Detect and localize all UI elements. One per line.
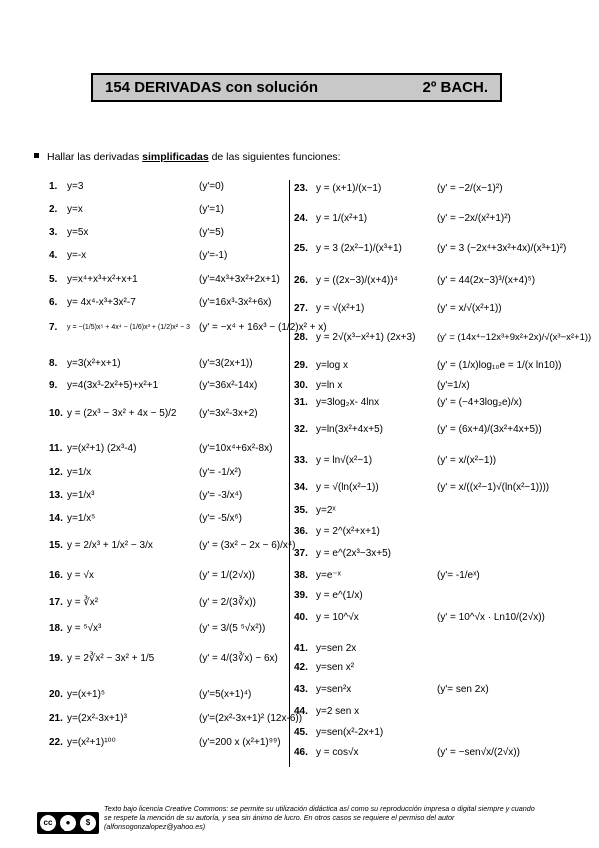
derivative-solution: (y'=10x⁴+6x²-8x) [199,443,273,454]
function-expression: y=(2x²-3x+1)³ [67,713,128,724]
exercise-number: 18. [49,623,63,634]
exercise-number: 4. [49,250,58,261]
derivative-solution: (y' = x/(x²−1)) [437,455,497,466]
creative-commons-badge [37,812,99,834]
instructions-prefix: Hallar las derivadas [47,151,143,163]
exercise-number: 8. [49,358,58,369]
derivative-solution: (y'=(2x²-3x+1)² (12x-6)) [199,713,303,724]
exercise-number: 38. [294,570,308,581]
function-expression: y=(x²+1)¹⁰⁰ [67,737,116,748]
exercise-number: 20. [49,689,63,700]
right-exercise-row [0,482,599,496]
derivative-solution: (y' = 3 (−2x⁴+3x²+4x)/(x³+1)²) [437,243,567,254]
exercise-number: 1. [49,181,58,192]
function-expression: y = 2√(x³−x²+1) (2x+3) [316,332,416,343]
right-exercise-row [0,424,599,438]
exercise-number: 7. [49,322,58,333]
function-expression: y= 4x⁴-x³+3x²-7 [67,297,136,308]
derivative-solution: (y' = 44(2x−3)³/(x+4)⁵) [437,275,536,286]
function-expression: y=2ˣ [316,505,336,516]
document-title: 154 DERIVADAS con solución [105,79,319,96]
right-exercise-row [0,706,599,720]
exercise-number: 32. [294,424,308,435]
exercise-number: 31. [294,397,308,408]
function-expression: y=x⁴+x³+x²+x+1 [67,274,138,285]
derivative-solution: (y'=36x²-14x) [199,380,258,391]
function-expression: y = 2∛x² − 3x² + 1/5 [67,653,155,664]
function-expression: y=ln(3x²+4x+5) [316,424,383,435]
derivative-solution: (y' = (1/x)log₁₀e = 1/(x ln10)) [437,360,562,371]
function-expression: y=3 [67,181,84,192]
derivative-solution: (y'=1/x) [437,380,470,391]
nc-label: NC [84,827,92,833]
function-expression: y=1/x³ [67,490,95,501]
derivative-solution: (y'=1) [199,204,224,215]
right-exercise-row [0,332,599,346]
left-exercise-row [0,227,599,241]
exercise-number: 21. [49,713,63,724]
derivative-solution: (y' = −x⁴ + 16x³ − (1/2)x² + x) [199,322,327,333]
function-expression: y = 1/(x²+1) [316,213,368,224]
function-expression: y=-x [67,250,87,261]
exercise-number: 43. [294,684,308,695]
exercise-number: 11. [49,443,63,454]
derivative-solution: (y' = −2x/(x²+1)²) [437,213,511,224]
function-expression: y = ∛x² [67,597,99,608]
exercise-number: 46. [294,747,308,758]
function-expression: y=log x [316,360,348,371]
derivative-solution: (y' = (6x+4)/(3x²+4x+5)) [437,424,542,435]
right-exercise-row [0,727,599,741]
derivative-solution: (y'= -3/x⁴) [199,490,243,501]
function-expression: y=1/x [67,467,92,478]
instructions-suffix: de las siguientes funciones: [208,151,341,163]
by-label: BY [64,827,71,833]
right-exercise-row [0,243,599,257]
function-expression: y = 3 (2x²−1)/(x³+1) [316,243,402,254]
derivative-solution: (y'= -1/x²) [199,467,242,478]
exercise-number: 6. [49,297,58,308]
right-exercise-row [0,643,599,657]
function-expression: y = ((2x−3)/(x+4))⁴ [316,275,398,286]
exercise-number: 26. [294,275,308,286]
course-label: 2º BACH. [422,79,488,96]
right-exercise-row [0,505,599,519]
by-icon: ● [60,815,76,831]
exercise-number: 42. [294,662,308,673]
exercise-number: 29. [294,360,308,371]
instructions [34,151,341,163]
function-expression: y = 2^(x²+x+1) [316,526,380,537]
right-exercise-row [0,662,599,676]
exercise-number: 3. [49,227,58,238]
function-expression: y = 10^√x [316,612,359,623]
function-expression: y = ⁵√x³ [67,623,102,634]
function-expression: y=sen x² [316,662,355,673]
right-exercise-row [0,397,599,411]
function-expression: y=x [67,204,83,215]
function-expression: y=(x²+1) (2x³-4) [67,443,137,454]
title-box [91,73,502,102]
exercise-number: 12. [49,467,63,478]
derivative-solution: (y'=16x³-3x²+6x) [199,297,272,308]
exercise-number: 40. [294,612,308,623]
exercise-number: 27. [294,303,308,314]
exercise-number: 44. [294,706,308,717]
right-exercise-row [0,747,599,761]
function-expression: y = −(1/5)x⁵ + 4x⁴ − (1/6)x³ + (1/2)x² − 3 [67,324,191,331]
exercise-number: 5. [49,274,58,285]
exercise-number: 37. [294,548,308,559]
function-expression: y=3(x²+x+1) [67,358,121,369]
right-exercise-row [0,590,599,604]
right-exercise-row [0,684,599,698]
function-expression: y=sen(x²-2x+1) [316,727,384,738]
derivative-solution: (y' = x/√(x²+1)) [437,303,502,314]
exercise-number: 9. [49,380,58,391]
derivative-solution: (y'=200 x (x²+1)⁹⁹) [199,737,281,748]
exercise-number: 45. [294,727,308,738]
function-expression: y=1/x⁵ [67,513,96,524]
right-exercise-row [0,275,599,289]
exercise-number: 35. [294,505,308,516]
derivative-solution: (y' = 10^√x · Ln10/(2√x)) [437,612,545,623]
derivative-solution: (y' = 4/(3∛x) − 6x) [199,653,278,664]
function-expression: y=4(3x³-2x²+5)+x²+1 [67,380,159,391]
license-text: Texto bajo licencia Creative Commons: se permite su utilización didáctica así como su reproducción impresa o digital siempre y cuando se respete la mención de su autoría, y sea sin ánimo de lucro. En otros casos se requiere el permiso del autor (alfonsogonzalopez@yahoo.es) [104,804,535,831]
right-exercise-row [0,360,599,374]
exercise-number: 10. [49,408,63,419]
right-exercise-row [0,380,599,394]
function-expression: y=(x+1)⁵ [67,689,106,700]
right-exercise-row [0,612,599,626]
exercise-number: 22. [49,737,63,748]
function-expression: y = e^(1/x) [316,590,363,601]
derivative-solution: (y'=5(x+1)⁴) [199,689,252,700]
function-expression: y=sen 2x [316,643,357,654]
exercise-number: 28. [294,332,308,343]
derivative-solution: (y' = −sen√x/(2√x)) [437,747,520,758]
function-expression: y = e^(2x³−3x+5) [316,548,392,559]
exercise-number: 19. [49,653,63,664]
derivative-solution: (y'= -5/x⁶) [199,513,242,524]
right-exercise-row [0,303,599,317]
function-expression: y = (x+1)/(x−1) [316,183,382,194]
right-exercise-row [0,455,599,469]
derivative-solution: (y' = −2/(x−1)²) [437,183,503,194]
right-exercise-row [0,183,599,197]
function-expression: y = √(ln(x²−1)) [316,482,379,493]
derivative-solution: (y'=0) [199,181,224,192]
right-exercise-row [0,213,599,227]
derivative-solution: (y'=4x³+3x²+2x+1) [199,274,280,285]
right-exercise-row [0,526,599,540]
derivative-solution: (y' = 3/(5 ⁵√x²)) [199,623,266,634]
exercise-number: 25. [294,243,308,254]
derivative-solution: (y'=3(2x+1)) [199,358,253,369]
exercise-number: 2. [49,204,58,215]
function-expression: y = (2x³ − 3x² + 4x − 5)/2 [67,408,177,419]
exercise-number: 30. [294,380,308,391]
derivative-solution: (y' = x/((x²−1)√(ln(x²−1)))) [437,482,550,493]
exercise-number: 15. [49,540,63,551]
derivative-solution: (y' = (−4+3log₂e)/x) [437,397,522,408]
right-exercise-row [0,570,599,584]
derivative-solution: (y'=5) [199,227,224,238]
derivative-solution: (y' = 2/(3∛x)) [199,597,256,608]
right-exercise-row [0,548,599,562]
exercise-number: 34. [294,482,308,493]
function-expression: y=5x [67,227,89,238]
function-expression: y = ln√(x²−1) [316,455,373,466]
derivative-solution: (y'= sen 2x) [437,684,489,695]
function-expression: y=sen²x [316,684,352,695]
instructions-emphasis: simplificadas [142,151,209,163]
derivative-solution: (y'=3x²-3x+2) [199,408,258,419]
exercise-number: 41. [294,643,308,654]
function-expression: y = √(x²+1) [316,303,365,314]
left-exercise-row [0,467,599,481]
exercise-number: 23. [294,183,308,194]
function-expression: y=e⁻ˣ [316,570,341,581]
derivative-solution: (y'=-1) [199,250,228,261]
exercise-number: 16. [49,570,63,581]
bullet-icon [34,153,39,158]
function-expression: y=3log₂x- 4lnx [316,397,380,408]
nc-icon: $ [80,815,96,831]
exercise-number: 33. [294,455,308,466]
derivative-solution: (y' = (14x⁴−12x³+9x²+2x)/√(x³−x²+1)) [437,332,592,343]
derivative-solution: (y' = 1/(2√x)) [199,570,256,581]
function-expression: y = 2/x³ + 1/x² − 3/x [67,540,153,551]
derivative-solution: (y'= -1/eˣ) [437,570,480,581]
exercise-number: 39. [294,590,308,601]
cc-icon: cc [40,815,56,831]
function-expression: y = cos√x [316,747,359,758]
function-expression: y=2 sen x [316,706,360,717]
exercise-number: 14. [49,513,63,524]
derivative-solution: (y' = (3x² − 2x − 6)/x⁴) [199,540,296,551]
exercise-number: 24. [294,213,308,224]
exercise-number: 36. [294,526,308,537]
exercise-number: 17. [49,597,63,608]
function-expression: y=ln x [316,380,343,391]
function-expression: y = √x [67,570,94,581]
exercise-number: 13. [49,490,63,501]
